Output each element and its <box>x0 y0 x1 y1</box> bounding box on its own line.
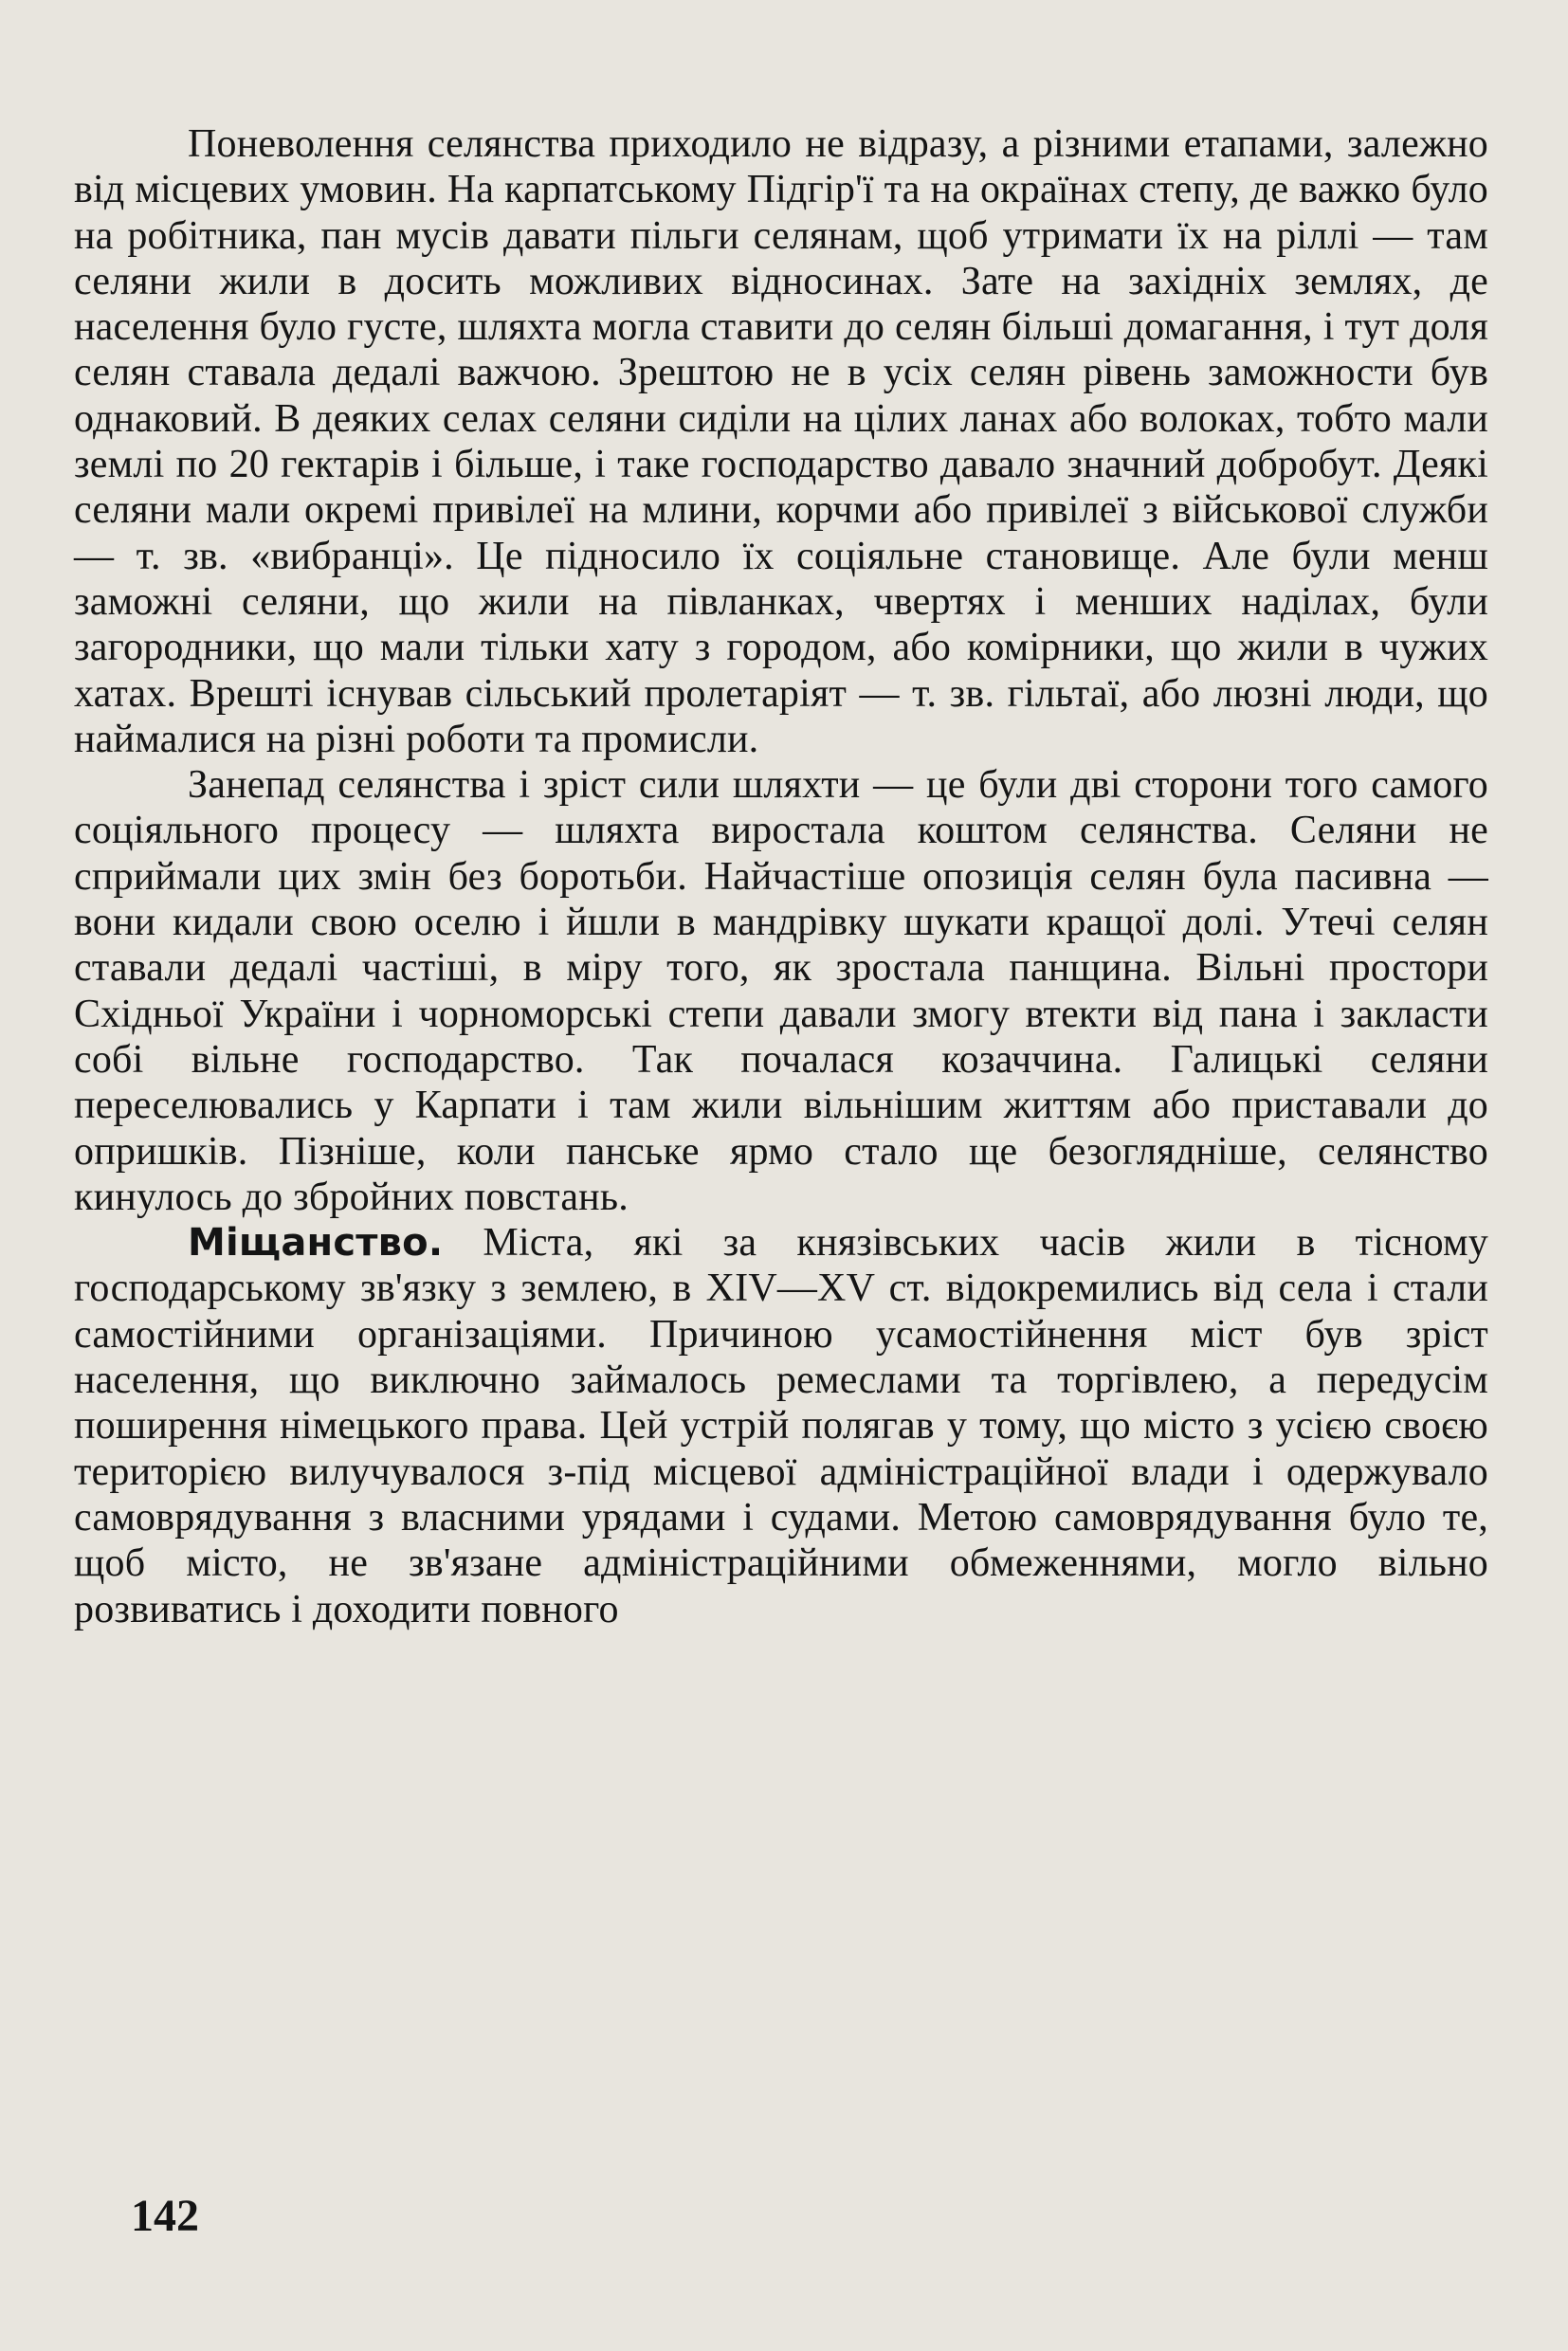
paragraph-burghers <box>74 1220 1488 1632</box>
paragraph-peasant-enslavement <box>74 121 1488 762</box>
section-heading: Міщанство. <box>188 1221 444 1266</box>
text-column <box>74 121 1488 1632</box>
paragraph-peasant-decline <box>74 762 1488 1220</box>
paragraph-text: Занепад селянства і зріст сили шляхти — це були дві сторони того самого соціяльного процесу — шляхта виростала коштом селянства. Селяни не сприймали цих змін без боротьби. Найчастіше опозиція селян була пасивна — вони кидали свою оселю і йшли в мандрівку шукати кращої долі. Утечі селян ставали дедалі частіші, в міру того, як зростала панщина. Вільні простори Східньої України і чорноморські степи давали змогу втекти від пана і закласти собі вільне господарство. Так почалася козаччина. Галицькі селяни переселювались у Карпати і там жили вільнішим життям або приставали до опришків. Пізніше, коли панське ярмо стало ще безоглядніше, селянство кинулось до збройних повстань. <box>74 763 1488 1219</box>
page-number: 142 <box>131 2191 199 2241</box>
paragraph-text: Міста, які за князівських часів жили в тісному господарському зв'язку з землею, в XIV—XV ст. відокремились від села і стали самостійними організаціями. Причиною усамостійнення міст був зріст населення, що виключно займалось ремеслами та торгівлею, а передусім поширення німецького права. Цей устрій полягав у тому, що місто з усією своєю територією вилучувалося з-під місцевої адміністраційної влади і одержувало самоврядування з власними урядами і судами. Метою самоврядування було те, щоб місто, не зв'язане адміністраційними обмеженнями, могло вільно розвиватись і доходити повного <box>74 1221 1488 1631</box>
paragraph-text: Поневолення селянства приходило не відразу, а різними етапами, залежно від місцевих умовин. На карпатському Підгір'ї та на окраїнах степу, де важко було на робітника, пан мусів давати пільги селянам, щоб утримати їх на ріллі — там селяни жили в досить можливих відносинах. Зате на західніх землях, де населення було густе, шляхта могла ставити до селян більші домагання, і тут доля селян ставала дедалі важчою. Зрештою не в усіх селян рівень заможности був однаковий. В деяких селах селяни сиділи на цілих ланах або волоках, тобто мали землі по 20 гектарів і більше, і таке господарство давало значний добробут. Деякі селяни мали окремі привілеї на млини, корчми або привілеї з військової служби — т. зв. «вибранці». Це підносило їх соціяльне становище. Але були менш заможні селяни, що жили на півланках, чвертях і менших наділах, були загородники, що мали тільки хату з городом, або комірники, що жили в чужих хатах. Врешті існував сільський пролетаріят — т. зв. гільтаї, або люзні люди, що наймалися на різні роботи та промисли. <box>74 122 1488 761</box>
